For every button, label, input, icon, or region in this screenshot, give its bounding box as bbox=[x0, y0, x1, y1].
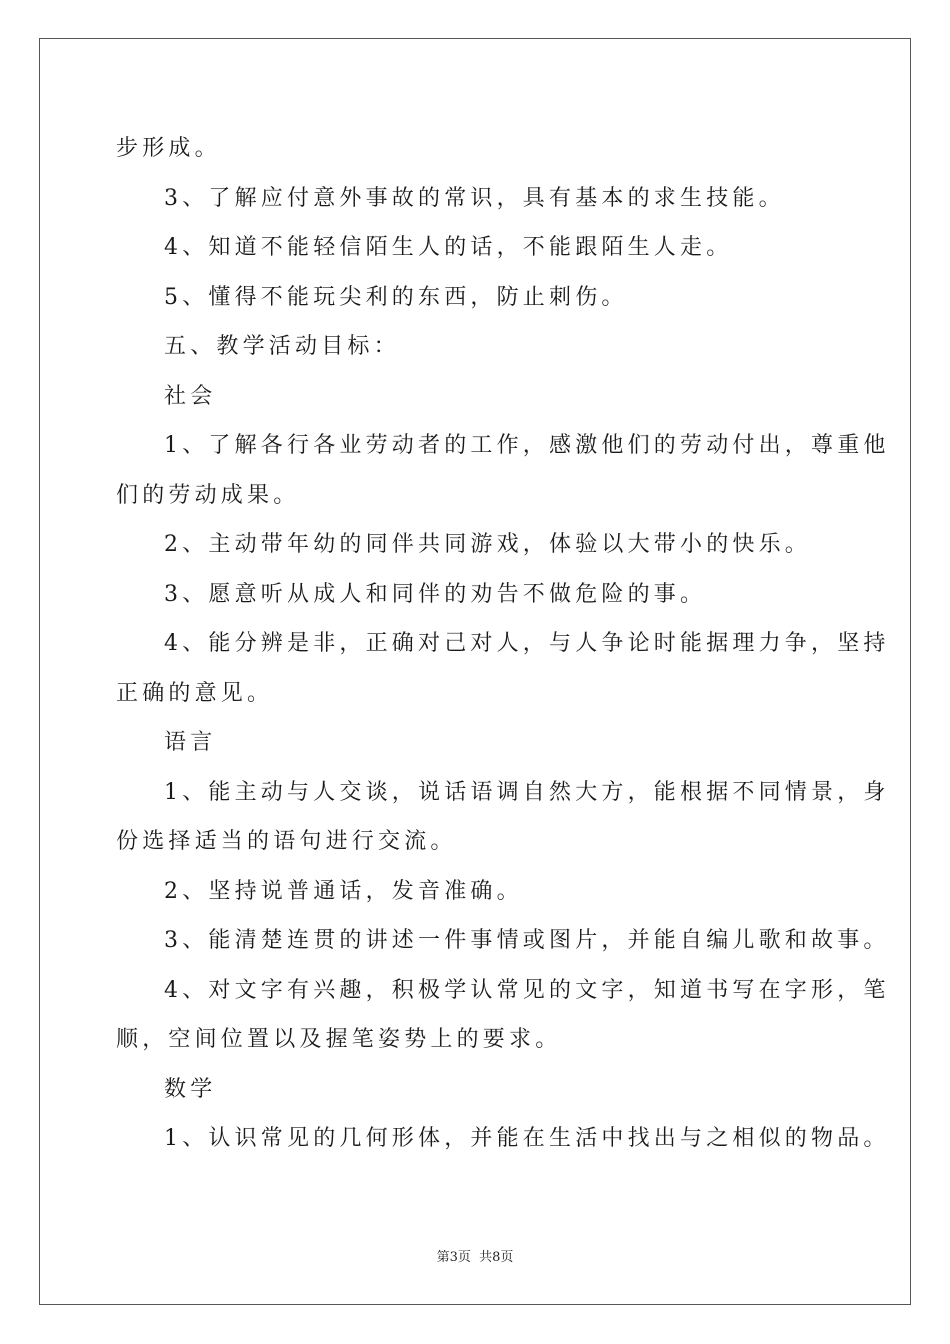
paragraph-line: 正确的意见。 bbox=[116, 680, 274, 706]
subsection-heading: 数学 bbox=[164, 1076, 217, 1102]
page-total: 共8页 bbox=[479, 1250, 514, 1265]
subsection-heading: 语言 bbox=[164, 730, 217, 755]
paragraph-line: 1、认识常见的几何形体，并能在生活中找出与之相似的物品。 bbox=[164, 1126, 890, 1151]
paragraph-line: 顺，空间位置以及握笔姿势上的要求。 bbox=[116, 1027, 562, 1052]
paragraph-line: 4、知道不能轻信陌生人的话，不能跟陌生人走。 bbox=[164, 235, 733, 260]
paragraph-line: 1、了解各行各业劳动者的工作，感激他们的劳动付出，尊重他 bbox=[164, 433, 890, 458]
paragraph-line: 2、主动带年幼的同伴共同游戏，体验以大带小的快乐。 bbox=[164, 532, 811, 557]
paragraph-line: 2、坚持说普通话，发音准确。 bbox=[164, 878, 523, 904]
paragraph-line: 3、能清楚连贯的讲述一件事情或图片，并能自编儿歌和故事。 bbox=[164, 928, 890, 953]
paragraph-line: 4、能分辨是非，正确对己对人，与人争论时能据理力争，坚持 bbox=[164, 631, 890, 656]
paragraph-line: 份选择适当的语句进行交流。 bbox=[116, 829, 457, 854]
subsection-heading: 社会 bbox=[164, 383, 217, 409]
paragraph-line: 们的劳动成果。 bbox=[116, 482, 300, 508]
page-footer bbox=[0, 1246, 950, 1265]
paragraph-line: 3、愿意听从成人和同伴的劝告不做危险的事。 bbox=[164, 581, 707, 607]
paragraph-line: 4、对文字有兴趣，积极学认常见的文字，知道书写在字形，笔 bbox=[164, 977, 890, 1003]
section-heading: 五、教学活动目标： bbox=[164, 334, 400, 359]
paragraph-line: 步形成。 bbox=[116, 136, 221, 161]
paragraph-line: 1、能主动与人交谈，说话语调自然大方，能根据不同情景，身 bbox=[164, 779, 890, 805]
page-number: 第3页 bbox=[436, 1250, 471, 1265]
paragraph-line: 5、懂得不能玩尖利的东西，防止刺伤。 bbox=[164, 284, 628, 310]
document-body bbox=[116, 124, 890, 1164]
paragraph-line: 3、了解应付意外事故的常识，具有基本的求生技能。 bbox=[164, 185, 785, 211]
